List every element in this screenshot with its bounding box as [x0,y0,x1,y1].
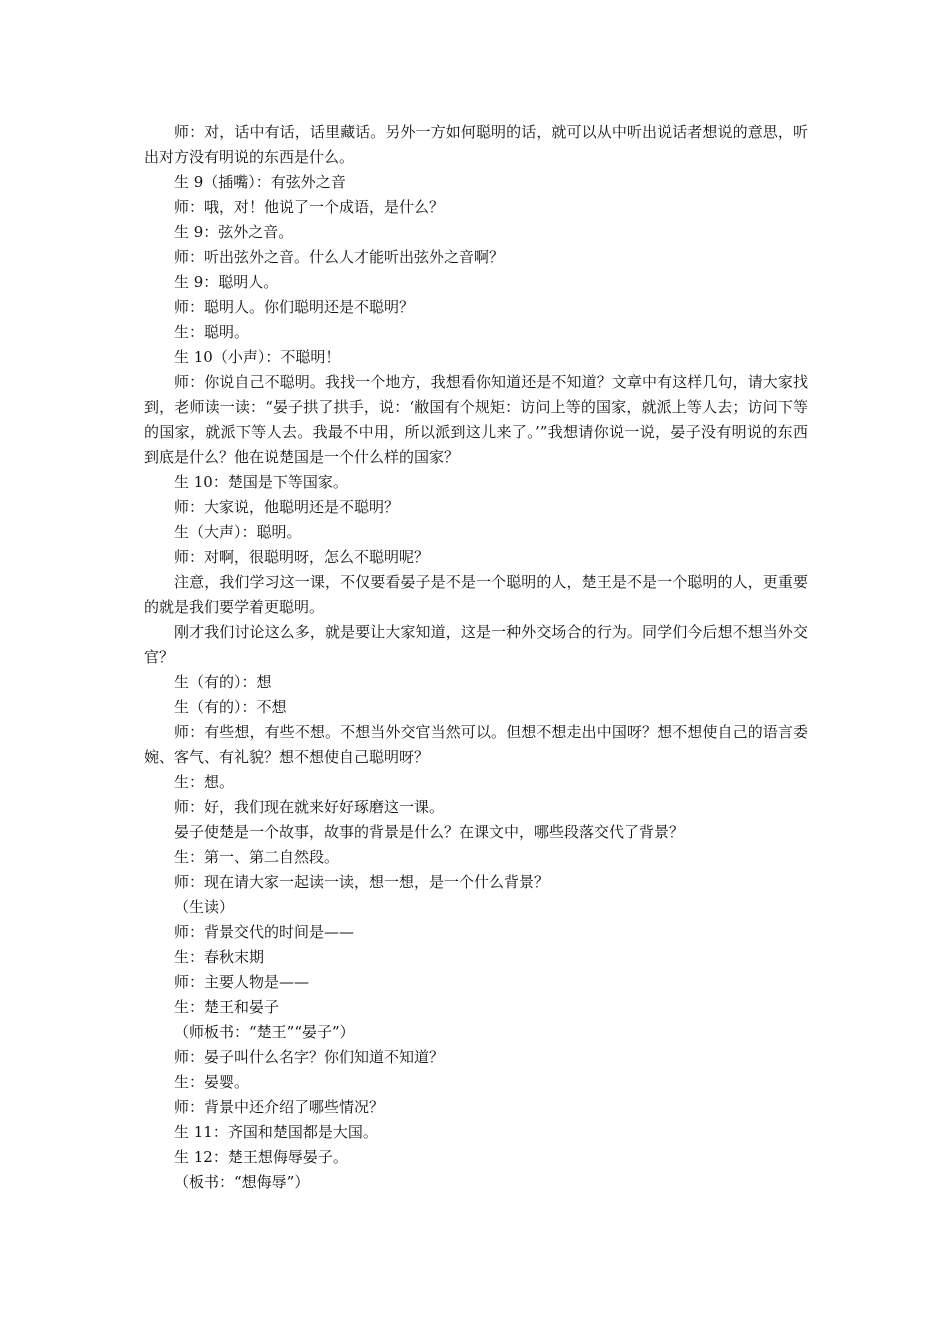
paragraph: 晏子使楚是一个故事，故事的背景是什么？在课文中，哪些段落交代了背景？ [174,823,685,841]
document-body [144,120,808,1195]
paragraph: 师：你说自己不聪明。我找一个地方，我想看你知道还是不知道？文章中有这样几句，请大家找到，老师读一读：“晏子拱了拱手，说：‘敝国有个规矩：访问上等的国家，就派上等人去；访问下等的国家，就派下等人去。我最不中用，所以派到这儿来了。’”我想请你说一说，晏子没有明说的东西到底是什么？他在说楚国是一个什么样的国家？ [144,373,808,466]
paragraph: 生：晏婴。 [174,1073,250,1091]
paragraph: 师：有些想，有些不想。不想当外交官当然可以。但想不想走出中国呀？想不想使自己的语言委婉、客气、有礼貌？想不想使自己聪明呀？ [144,723,808,766]
paragraph: 生：聪明。 [174,323,250,341]
paragraph: 生 11：齐国和楚国都是大国。 [174,1123,378,1141]
paragraph: 师：好，我们现在就来好好琢磨这一课。 [174,798,445,816]
paragraph: 注意，我们学习这一课，不仅要看晏子是不是一个聪明的人，楚王是不是一个聪明的人，更重要的就是我们要学着更聪明。 [144,573,808,616]
paragraph: 生：楚王和晏子 [174,998,280,1016]
paragraph: 师：哦，对！他说了一个成语，是什么？ [174,198,445,216]
paragraph: 生 10：楚国是下等国家。 [174,473,348,491]
paragraph: 生（有的）：想 [174,673,272,691]
paragraph: 师：对啊，很聪明呀，怎么不聪明呢？ [174,548,430,566]
paragraph: 师：聪明人。你们聪明还是不聪明？ [174,298,415,316]
paragraph: 生（大声）：聪明。 [174,523,302,541]
paragraph: 生 12：楚王想侮辱晏子。 [174,1148,348,1166]
paragraph: 生：想。 [174,773,235,791]
paragraph: 师：对，话中有话，话里藏话。另外一方如何聪明的话，就可以从中听出说话者想说的意思，听出对方没有明说的东西是什么。 [144,123,808,166]
paragraph: 生（有的）：不想 [174,698,287,716]
paragraph: 师：现在请大家一起读一读，想一想，是一个什么背景？ [174,873,550,891]
paragraph: 师：主要人物是—— [174,973,310,991]
paragraph: 师：大家说，他聪明还是不聪明？ [174,498,400,516]
paragraph: （板书：“想侮辱”） [174,1173,310,1191]
paragraph: 师：晏子叫什么名字？你们知道不知道？ [174,1048,445,1066]
paragraph: 师：听出弦外之音。什么人才能听出弦外之音啊？ [174,248,505,266]
paragraph: 刚才我们讨论这么多，就是要让大家知道，这是一种外交场合的行为。同学们今后想不想当外交官？ [144,623,808,666]
paragraph: 生 9：弦外之音。 [174,223,294,241]
paragraph: 生 10（小声）：不聪明！ [174,348,341,366]
paragraph: 师：背景中还介绍了哪些情况？ [174,1098,385,1116]
paragraph: 师：背景交代的时间是—— [174,923,355,941]
paragraph: 生：春秋末期 [174,948,265,966]
paragraph: （生读） [174,898,235,916]
paragraph: 生 9（插嘴）：有弦外之音 [174,173,346,191]
paragraph: 生 9：聪明人。 [174,273,279,291]
paragraph: 生：第一、第二自然段。 [174,848,340,866]
paragraph: （师板书：“楚王”“晏子”） [174,1023,355,1041]
